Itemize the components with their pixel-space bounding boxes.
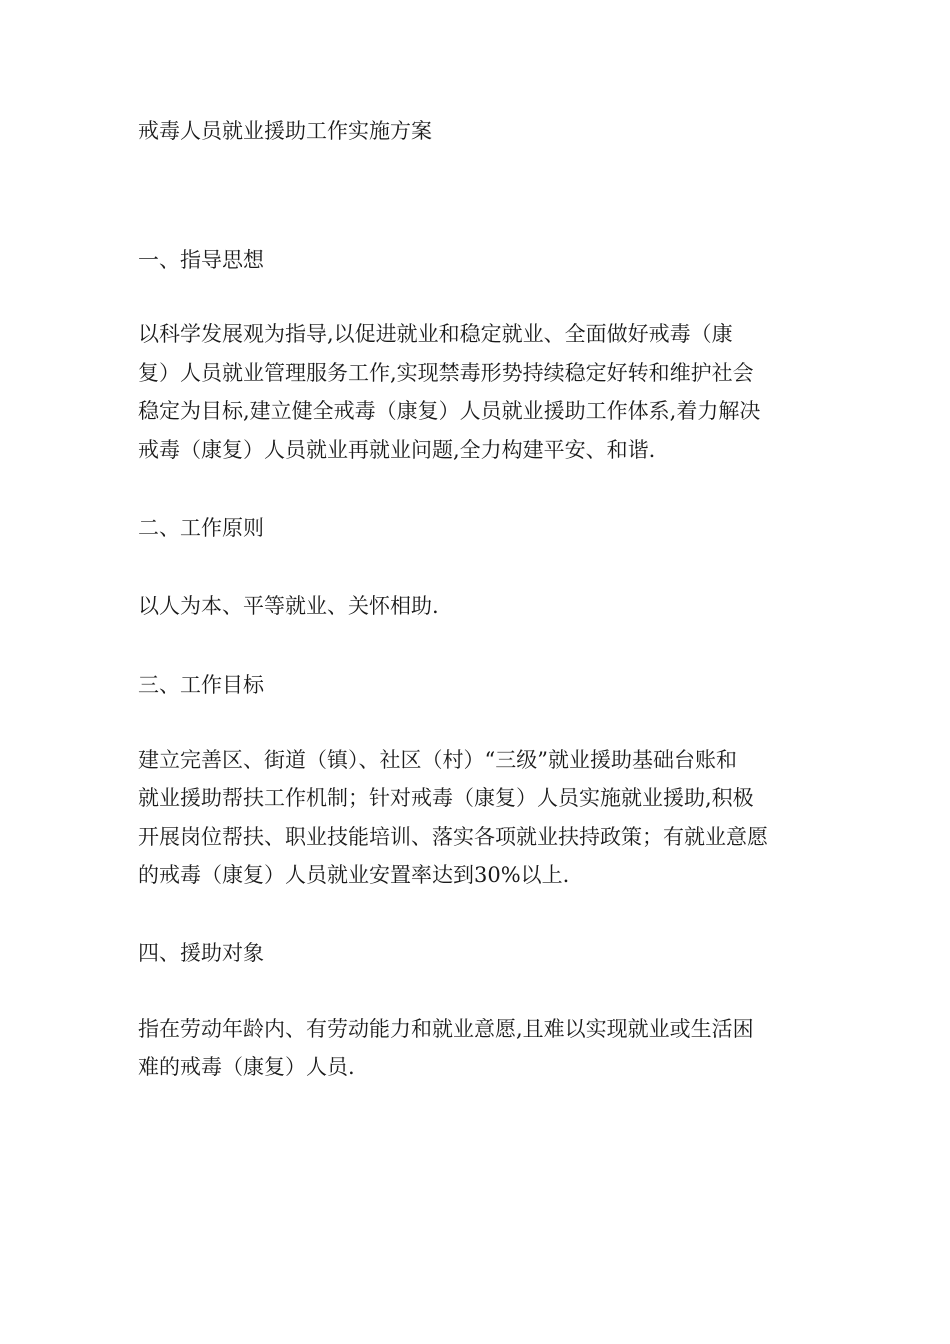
section-heading-assistance-targets: 四、援助对象 [138,940,264,965]
section-paragraph-work-goals [138,741,818,895]
section-heading-guiding-ideology: 一、指导思想 [138,248,264,272]
paragraph-line: 建立完善区、街道（镇）、社区（村）“三级”就业援助基础台账和 [138,747,737,772]
section-paragraph-assistance-targets [138,1010,818,1087]
paragraph-line: 以人为本、平等就业、关怀相助. [138,594,439,618]
paragraph-line: 以科学发展观为指导,以促进就业和稳定就业、全面做好戒毒（康 [138,322,733,346]
paragraph-line: 难的戒毒（康复）人员. [138,1055,355,1079]
paragraph-line: 复）人员就业管理服务工作,实现禁毒形势持续稳定好转和维护社会 [138,360,754,385]
section-paragraph-guiding-ideology [138,315,818,469]
section-heading-work-principles: 二、工作原则 [138,516,264,540]
paragraph-line: 戒毒（康复）人员就业再就业问题,全力构建平安、和谐. [138,437,656,462]
document-title: 戒毒人员就业援助工作实施方案 [138,119,432,143]
section-paragraph-work-principles [138,587,818,626]
paragraph-line: 稳定为目标,建立健全戒毒（康复）人员就业援助工作体系,着力解决 [138,399,761,423]
paragraph-line: 的戒毒（康复）人员就业安置率达到30%以上. [138,863,570,887]
document-body [138,112,818,1087]
section-heading-work-goals: 三、工作目标 [138,672,264,697]
paragraph-line: 指在劳动年龄内、有劳动能力和就业意愿,且难以实现就业或生活困 [138,1016,754,1041]
paragraph-line: 开展岗位帮扶、职业技能培训、落实各项就业扶持政策；有就业意愿 [138,824,768,849]
paragraph-line: 就业援助帮扶工作机制；针对戒毒（康复）人员实施就业援助,积极 [138,786,754,810]
